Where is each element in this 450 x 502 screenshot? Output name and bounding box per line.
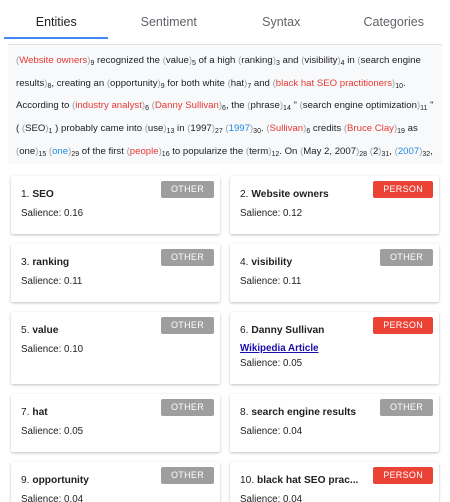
entity-label: hat [32,407,48,418]
text-segment: ) [268,145,272,157]
text-segment: ) [87,55,91,66]
text-segment: and [251,77,273,89]
mention-index: 11 [420,105,428,113]
text-segment: ( [299,100,303,112]
text-segment: ) [141,100,146,112]
entity-type-badge: OTHER [161,249,214,266]
entity-index: 5. [21,325,30,336]
entity-mention[interactable]: black hat SEO practitioners [275,77,393,89]
text-segment: ( [162,55,166,66]
text-segment: " [290,100,300,112]
entity-type-badge: PERSON [373,317,433,334]
mention-index: 31 [381,150,390,158]
entity-card [11,244,220,302]
entity-mention[interactable]: phrase [250,100,280,112]
entity-mention[interactable]: search engine optimization [302,100,417,112]
text-segment: . [260,123,267,135]
mention-index: 4 [340,60,345,67]
mention-index: 13 [166,128,175,136]
text-segment: , [430,145,433,157]
salience-value: Salience: 0.05 [240,358,303,369]
mention-index: 30 [253,128,261,136]
salience-value: Salience: 0.04 [240,494,303,502]
mention-index: 19 [397,128,405,136]
text-segment: , the [225,100,248,112]
text-segment: ) [416,100,421,112]
text-segment: ) [45,123,49,135]
entity-card [230,312,439,384]
entity-index: 7. [21,407,30,418]
entity-type-badge: PERSON [373,181,433,198]
text-segment: ( [272,77,276,89]
mention-index: 27 [214,128,223,136]
mention-index: 29 [71,150,80,158]
entity-grid [0,164,450,502]
salience-value: Salience: 0.16 [21,208,84,219]
text-segment: , [389,145,395,157]
mention-index: 5 [192,60,196,67]
entity-label: visibility [251,257,293,268]
text-segment: , creating an [51,77,107,89]
text-segment: ) [378,145,382,157]
tab-entities[interactable]: Entities [35,15,77,29]
entity-card [11,176,220,234]
text-segment: ) [157,77,161,89]
text-segment: ) [392,77,396,89]
text-segment: in [344,55,358,66]
annotated-text [8,44,442,164]
entity-mention[interactable]: May 2, 2007 [303,145,357,157]
entity-card [230,394,439,452]
active-tab-indicator [4,37,108,39]
entity-index: 6. [240,325,249,336]
text-segment: ( [300,145,304,157]
text-segment: ) [337,55,341,66]
tab-categories[interactable]: Categories [363,15,424,29]
entity-mention[interactable]: Bruce Clay [347,123,394,135]
salience-value: Salience: 0.04 [21,494,84,502]
mention-index: 10 [395,82,404,90]
text-segment: ( [369,145,373,157]
tab-sentiment[interactable]: Sentiment [140,15,197,29]
text-segment: ) [419,145,423,157]
text-segment: . On [279,145,301,157]
text-segment: " ( [16,100,434,135]
mention-index: 9 [160,82,165,90]
entity-label: value [32,325,59,336]
text-segment: ) [188,55,193,66]
entity-card [230,176,439,234]
entity-card [230,462,439,502]
text-segment: ( [245,145,250,157]
entity-index: 10. [240,475,255,486]
text-segment: as [404,123,418,135]
mention-index: 32 [422,150,431,158]
entity-label: SEO [32,189,54,200]
salience-value: Salience: 0.11 [21,276,83,287]
text-segment: ( [343,123,348,135]
entity-type-badge: OTHER [161,181,214,198]
mention-index: 16 [161,150,170,158]
entity-mention[interactable]: use [147,123,164,135]
text-segment: ) [393,123,398,135]
mention-index: 14 [283,105,291,113]
entity-mention[interactable]: 1997 [228,123,250,135]
entity-index: 3. [21,257,30,268]
text-segment: ( [238,55,242,66]
entity-mention[interactable]: 1997 [190,123,212,135]
entity-mention[interactable]: Sullivan [269,123,304,135]
text-segment: ( [266,123,270,135]
entity-label: Danny Sullivan [251,325,325,336]
entity-index: 1. [21,189,30,200]
text-segment: of a high [195,55,239,66]
entity-card [11,312,220,384]
text-segment: of the first [79,145,127,157]
entity-mention[interactable]: term [249,145,269,157]
entity-mention[interactable]: visibility [304,55,338,66]
entity-index: 8. [240,407,249,418]
text-segment: ) [158,145,162,157]
entity-mention[interactable]: Danny Sullivan [154,100,219,112]
entity-label: Website owners [251,189,329,200]
entity-mention[interactable]: Website owners [19,55,88,66]
entity-index: 4. [240,257,249,268]
text-segment: ( [106,77,111,89]
entity-label: search engine results [251,407,357,418]
text-segment: ( [357,55,361,66]
tab-bar [0,0,450,44]
text-segment: ) [272,55,276,66]
text-segment: ) [163,123,167,135]
text-segment: to popularize the [169,145,246,157]
entity-type-badge: OTHER [380,249,433,266]
mention-index: 12 [271,150,280,158]
text-segment: ( [247,100,251,112]
entity-mention[interactable]: 2007 [397,145,420,157]
salience-value: Salience: 0.05 [21,426,84,437]
entity-index: 9. [21,475,30,486]
mention-index: 1 [48,128,53,136]
text-segment: ( [394,145,398,157]
text-segment: and [279,55,302,66]
entity-card [11,394,220,452]
text-segment: ( [144,123,148,135]
entity-mention[interactable]: ranking [241,55,273,66]
text-segment: ) [218,100,223,112]
entity-label: opportunity [32,475,89,486]
entity-mention[interactable]: hat [230,77,245,89]
mention-index: 8 [47,82,52,90]
salience-value: Salience: 0.04 [240,426,303,437]
entity-type-badge: OTHER [161,317,214,334]
entity-mention[interactable]: opportunity [110,77,158,89]
text-segment: ( [301,55,305,66]
mention-index: 28 [359,150,368,158]
text-segment: ) [356,145,360,157]
entity-mention[interactable]: search engine results [16,55,421,89]
text-segment: recognized the [94,55,163,66]
text-segment: ( [227,77,231,89]
text-segment: ) [35,145,39,157]
text-segment: in [174,123,188,135]
entity-mention[interactable]: SEO [25,123,46,135]
entity-mention[interactable]: value [165,55,189,66]
entity-index: 2. [240,189,249,200]
salience-value: Salience: 0.10 [21,344,84,355]
entity-mention[interactable]: 2 [372,145,379,157]
text-segment: ( [72,100,76,112]
text-segment: ( [187,123,191,135]
salience-value: Salience: 0.12 [240,208,303,219]
text-segment: ( [126,145,130,157]
mention-index: 6 [222,105,226,113]
text-segment: ) [244,77,248,89]
entity-card [230,244,439,302]
text-segment: for both white [164,77,228,89]
salience-value: Salience: 0.11 [240,276,302,287]
entity-type-badge: OTHER [380,399,433,416]
text-segment: ) [68,145,72,157]
mention-index: 6 [145,105,149,113]
entity-label: black hat SEO prac... [257,475,359,486]
text-segment: ) [211,123,215,135]
mention-index: 15 [38,150,47,158]
text-segment: ) [279,100,284,112]
entity-card [11,462,220,502]
entity-mention[interactable]: one [52,145,69,157]
entity-type-badge: PERSON [373,467,433,484]
mention-index: 7 [247,82,252,90]
text-segment: ( [16,145,20,157]
text-segment: ) [249,123,254,135]
text-segment: . According to [16,77,406,112]
mention-index: 9 [90,60,95,67]
text-segment: ( [151,100,155,112]
entity-mention[interactable]: one [19,145,36,157]
text-segment: credits [310,123,344,135]
mention-index: 6 [306,128,311,136]
entity-mention[interactable]: people [129,145,159,157]
text-segment: ( [21,123,26,135]
text-segment: ) probably came into [52,123,145,135]
text-segment: ( [16,55,20,66]
wikipedia-link[interactable]: Wikipedia Article [240,343,319,354]
mention-index: 3 [275,60,280,67]
text-segment: ) [303,123,307,135]
tab-syntax[interactable]: Syntax [262,15,301,29]
text-segment: ( [225,123,229,135]
entity-label: ranking [32,257,70,268]
text-segment: ) [44,77,48,89]
entity-type-badge: OTHER [161,467,214,484]
entity-type-badge: OTHER [161,399,214,416]
entity-mention[interactable]: industry analyst [75,100,142,112]
text-segment: ( [48,145,53,157]
